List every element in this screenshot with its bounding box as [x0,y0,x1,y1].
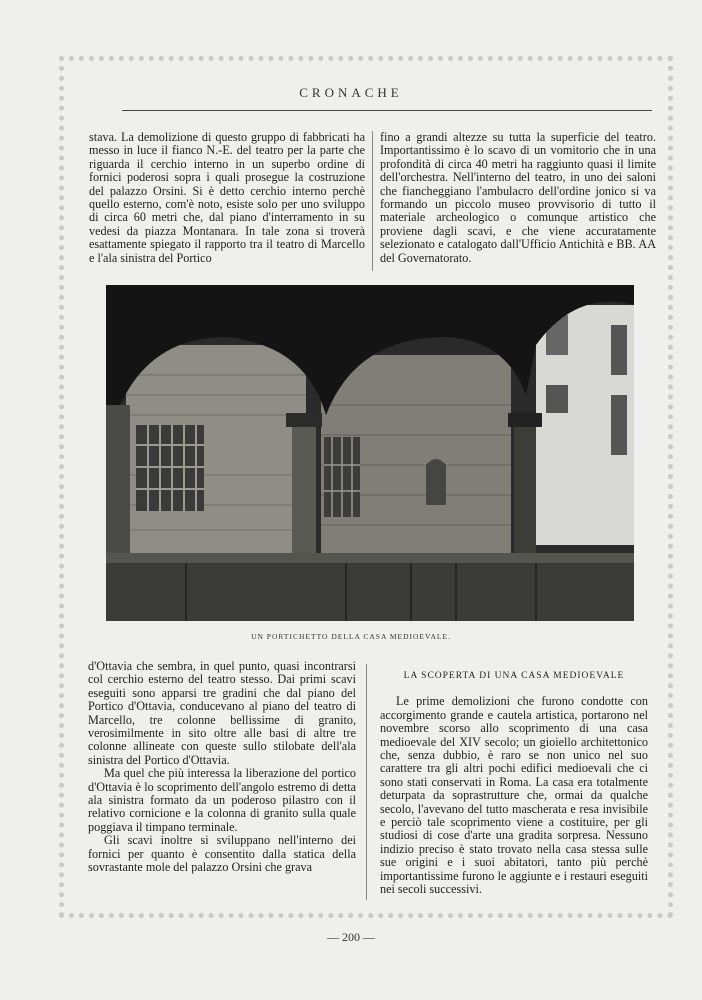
figure-caption: UN PORTICHETTO DELLA CASA MEDIOEVALE. [251,632,451,641]
paragraph: fino a grandi altezze su tutta la superficie del teatro. Importantissimo è lo scavo di un vomitorio che in una profondità di circa 40 metri ha raggiunto quasi il limite dell'orchestra. Nell'interno del teatro, in uno dei saloni che fiancheggiano l'ambulacro dell'ordine jonico si va formando un piccolo museo provvisorio di tutto il materiale archeologico o comunque artistico che proviene dagli scavi, e che viene accuratamente selezionato e catalogato dall'Ufficio Antichità e BB. AA del Governatorato. [380,130,656,265]
text-column-bottom-right [380,670,648,897]
section-title: LA SCOPERTA DI UNA CASA MEDIOEVALE [403,671,625,681]
paragraph: Gli scavi inoltre si sviluppano nell'interno dei fornici per quanto è consentito dalla statica della sovrastante mole del palazzo Orsini che grava [88,833,356,875]
paragraph: Le prime demolizioni che furono condotte con accorgimento grande e cautela artistica, portarono nel novembre scorso allo scoprimento di una casa medioevale del XIV secolo; un gioiello architettonico che, senza dubbio, è raro se non unico nel suo carattere tra gli altri pochi edifici medioevali che ci sono stati conservati in Roma. La casa era totalmente deturpata da soprastrutture che, ormai da qualche secolo, l'avevano del tutto mascherata e resa invisibile e perciò tale scoprimento viene a costituire, per gli studiosi di cose d'arte una gradita sorpresa. Nessuno indizio preciso è stato trovato nella casa stessa sulle sue origini e i suoi abitatori, tanto più perchè importantissime furono le aggiunte e i restauri eseguiti nei secoli successivi. [380,694,648,897]
paragraph: d'Ottavia che sembra, in quel punto, quasi incontrarsi col cerchio esterno del teatro stesso. Dai primi scavi eseguiti sono apparsi tre gradini che dal piano del Portico d'Ottavia, conducevano al piano del teatro di Marcello, tre colonne bellissime di granito, verosimilmente in sito oltre alle basi di altre tre colonne allineate con queste sullo stilobate dell'ala sinistra del Portico d'Ottavia. [88,659,356,767]
paragraph: stava. La demolizione di questo gruppo di fabbricati ha messo in luce il fianco N.-E. del teatro per la parte che riguarda il cerchio interno in un superbo ordine di fornici poderosi sopra i quali prosegue la costruzione del palazzo Orsini. Si è detto cerchio interno perchè quello esterno, com'è noto, esiste solo per uno sviluppo di circa 60 metri che, dal piano d'interramento in su vedesi da piazza Montanara. In tale zona si troverà esattamente spiegato il rapporto tra il teatro di Marcello e l'ala sinistra del Portico [89,130,365,265]
portico-illustration [106,285,634,621]
text-column-top-right [380,131,656,265]
running-header: CRONACHE [299,85,403,100]
column-divider [366,664,367,900]
paragraph: Ma quel che più interessa la liberazione del portico d'Ottavia è lo scoprimento dell'angolo estremo di detta ala sinistra formato da un poderoso pilastro con il relativo cornicione e la colonna di granito sulla quale poggiava il timpano terminale. [88,766,356,834]
page-number: — 200 — [327,930,375,944]
header-rule [122,110,652,111]
column-divider [372,131,373,271]
photograph-portico [106,285,634,621]
text-column-bottom-left [88,660,356,875]
text-column-top-left [89,131,365,265]
